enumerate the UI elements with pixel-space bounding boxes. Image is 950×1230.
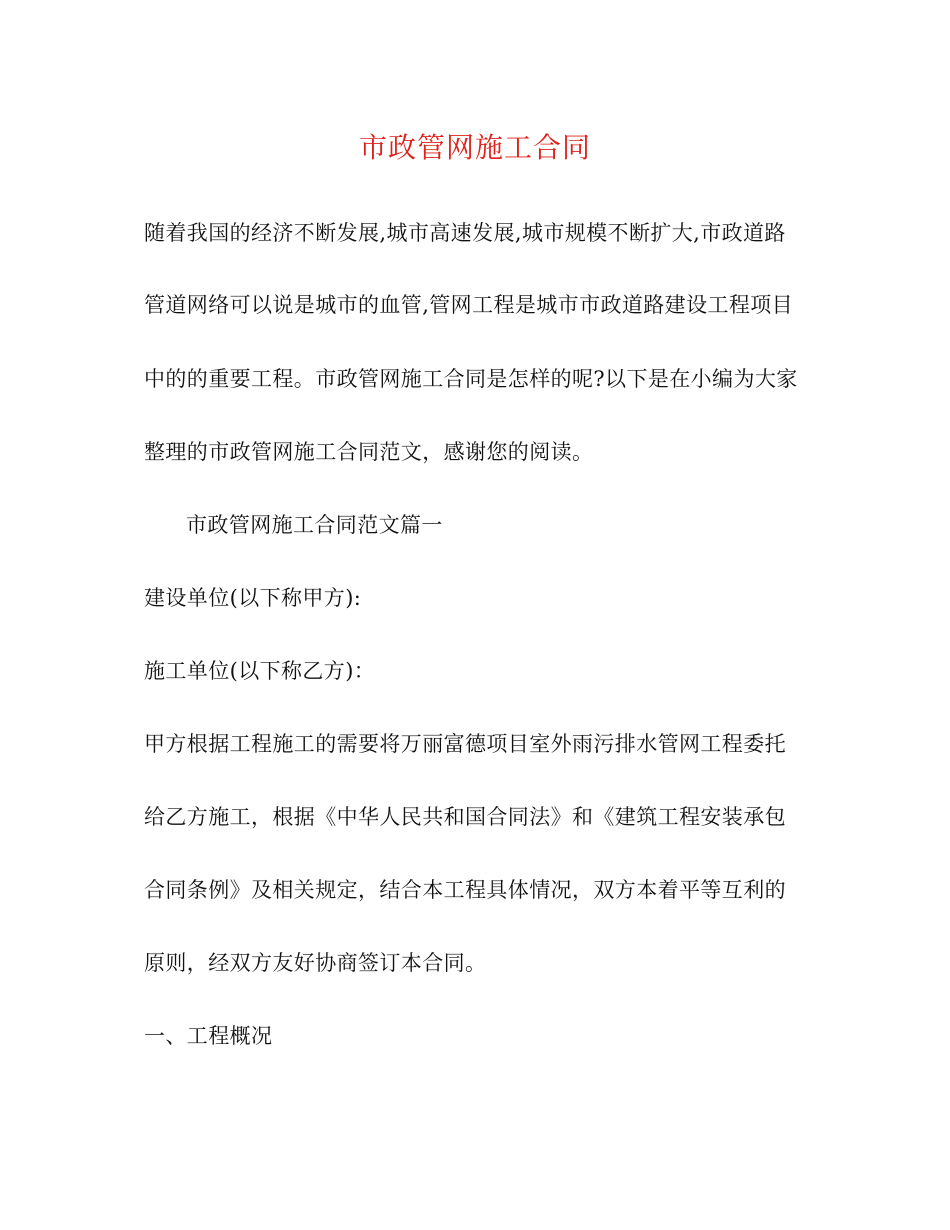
body-line-8: 甲方根据工程施工的需要将万丽富德项目室外雨污排水管网工程委托 <box>144 732 786 756</box>
body-line-1: 随着我国的经济不断发展,城市高速发展,城市规模不断扩大,市政道路 <box>144 221 786 245</box>
body-line-2: 管道网络可以说是城市的血管,管网工程是城市市政道路建设工程项目 <box>144 293 794 317</box>
body-line-3: 中的的重要工程。市政管网施工合同是怎样的呢?以下是在小编为大家 <box>144 367 798 391</box>
section-heading-project-overview: 一、工程概况 <box>144 1024 273 1048</box>
body-line-10: 合同条例》及相关规定，结合本工程具体情况，双方本着平等互利的 <box>144 878 786 902</box>
party-b-line: 施工单位(以下称乙方)： <box>144 659 376 683</box>
document-title: 市政管网施工合同 <box>358 131 591 164</box>
party-a-line: 建设单位(以下称甲方): <box>144 586 362 610</box>
body-line-4: 整理的市政管网施工合同范文，感谢您的阅读。 <box>144 440 594 464</box>
section-heading-example-1: 市政管网施工合同范文篇一 <box>186 513 443 537</box>
body-line-9: 给乙方施工，根据《中华人民共和国合同法》和《建筑工程安装承包 <box>144 805 786 829</box>
body-line-11: 原则，经双方友好协商签订本合同。 <box>144 951 487 975</box>
